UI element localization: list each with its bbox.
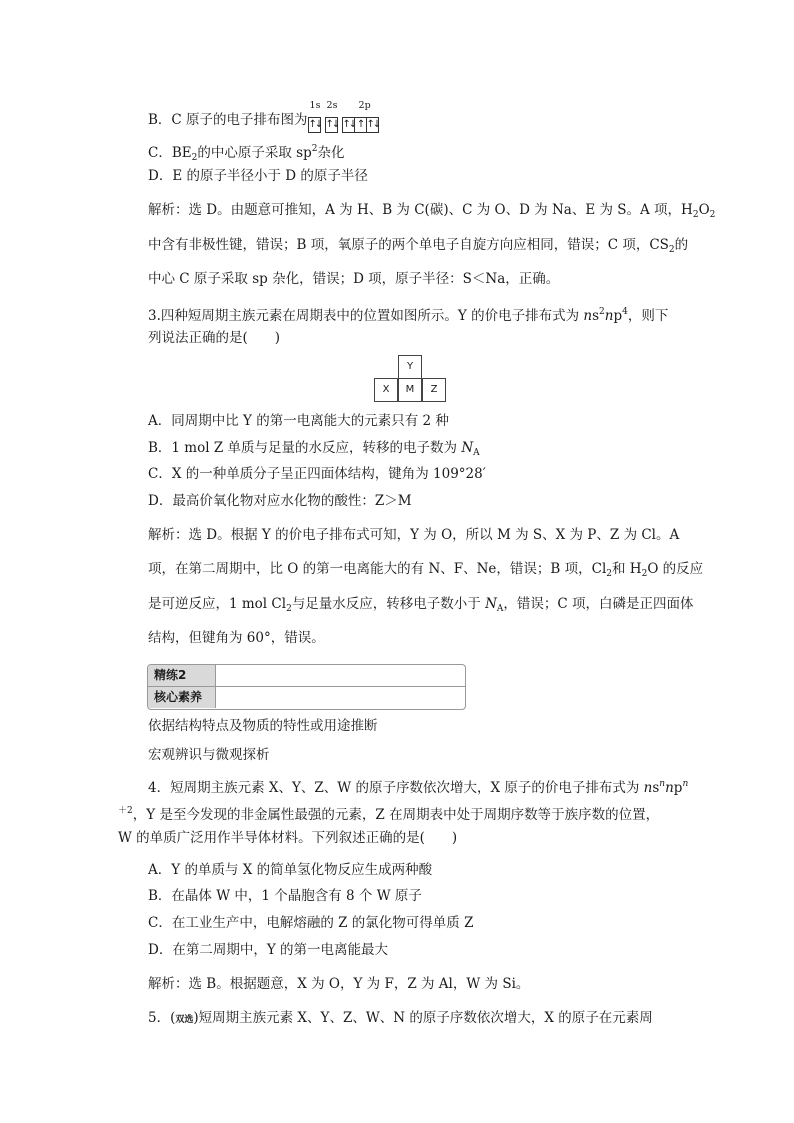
q3-stem-line-1: 3.四种短周期主族元素在周期表中的位置如图所示。Y 的价电子排布式为 $ns^2np^4$，则下 <box>148 307 669 324</box>
q3-answer-line-2: 项，在第二周期中，比 O 的第一电离能大的有 N、F、Ne，错误；B 项，$Cl_2$和 $H_2O$ 的反应 <box>148 561 704 579</box>
q3-option-b: B．1 mol Z 单质与足量的水反应，转移的电子数为 $N_A$ <box>148 440 480 458</box>
q3-answer-line-4: 结构，但键角为 60°，错误。 <box>148 630 325 646</box>
q3-option-d: D．最高价氧化物对应水化物的酸性：Z＞M <box>148 493 412 509</box>
q2-answer-line-2: 中含有非极性键，错误；B 项，氧原子的两个单电子自旋方向应相同，错误；C 项，$CS_2$的 <box>148 237 689 255</box>
section-title: 依据结构特点及物质的特性或用途推断 <box>148 718 378 734</box>
q4-stem-line-2: $^{+2}$，Y 是至今发现的非金属性最强的元素，Z 在周期表中处于周期序数等于族序数的位置， <box>118 806 660 823</box>
tag-row-1 <box>148 665 465 687</box>
orbital-diagram <box>308 100 383 130</box>
q4-answer: 解析：选 B。根据题意，X 为 O，Y 为 F，Z 为 Al，W 为 Si。 <box>148 976 530 992</box>
q4-option-a: A．Y 的单质与 X 的简单氢化物反应生成两种酸 <box>148 862 433 878</box>
q3-answer-line-3: 是可逆反应，1 mol $Cl_2$与足量水反应，转移电子数小于 $N_A$，错误；C 项，白磷是正四面体 <box>148 596 694 614</box>
orbital-box-2p-2: ↑ <box>354 117 366 133</box>
orbital-box-1s: ↑↓ <box>308 117 321 133</box>
q2-answer-line-1: 解析：选 D。由题意可推知，A 为 H、B 为 C(碳)、C 为 O、D 为 Na、E 为 S。A 项，$H_2O_2$ <box>148 202 716 220</box>
q3-stem-line-2: 列说法正确的是( ) <box>148 330 281 346</box>
tag-label-core: 核心素养 <box>148 687 216 708</box>
q2-option-c: C．$BE_2$的中心原子采取 $sp^2$杂化 <box>148 144 345 163</box>
q4-option-c: C．在工业生产中，电解熔融的 Z 的氯化物可得单质 Z <box>148 915 474 931</box>
periodic-table-fragment <box>374 355 446 401</box>
cell-z: Z <box>422 378 446 402</box>
cell-m: M <box>398 378 422 402</box>
orbital-label-1s: 1s <box>309 100 321 111</box>
orbital-label-2p: 2p <box>358 100 371 111</box>
cell-y: Y <box>398 355 422 379</box>
section-tag-box <box>147 664 466 710</box>
q5-stem-line-1: 5．(双选)短周期主族元素 X、Y、Z、W、N 的原子序数依次增大，X 的原子在元素周 <box>148 1010 653 1026</box>
tag-label-practice: 精练2 <box>148 665 216 686</box>
orbital-box-2p-3: ↑↓ <box>366 117 379 133</box>
section-subtitle: 宏观辨识与微观探析 <box>148 747 270 763</box>
orbital-box-2s: ↑↓ <box>325 117 338 133</box>
double-choice-tag: 双选 <box>175 1015 194 1025</box>
q2-option-d: D．E 的原子半径小于 D 的原子半径 <box>148 168 368 184</box>
q3-answer-line-1: 解析：选 D。根据 Y 的价电子排布式可知，Y 为 O，所以 M 为 S、X 为 P、Z 为 Cl。A <box>148 527 680 543</box>
q4-stem-line-1: 4．短周期主族元素 X、Y、Z、W 的原子序数依次增大，X 原子的价电子排布式为 $ns^nnp^n$ <box>148 779 689 796</box>
tag-row-2 <box>148 687 465 708</box>
q2-answer-line-3: 中心 C 原子采取 sp 杂化，错误；D 项，原子半径：S＜Na，正确。 <box>148 271 560 287</box>
q4-stem-line-3: W 的单质广泛用作半导体材料。下列叙述正确的是( ) <box>118 830 458 846</box>
q4-option-b: B．在晶体 W 中，1 个晶胞含有 8 个 W 原子 <box>148 888 422 904</box>
q3-option-a: A．同周期中比 Y 的第一电离能大的元素只有 2 种 <box>148 413 449 429</box>
q4-option-d: D．在第二周期中，Y 的第一电离能最大 <box>148 942 389 958</box>
orbital-box-2p-1: ↑↓ <box>342 117 354 133</box>
q2-option-b: B．C 原子的电子排布图为 1s 2s 2p ↑↓ ↑↓ ↑↓ ↑ ↑↓ <box>148 110 383 130</box>
q3-option-c: C．X 的一种单质分子呈正四面体结构，键角为 109°28′ <box>148 466 486 482</box>
cell-x: X <box>374 378 398 402</box>
orbital-label-2s: 2s <box>326 100 338 111</box>
